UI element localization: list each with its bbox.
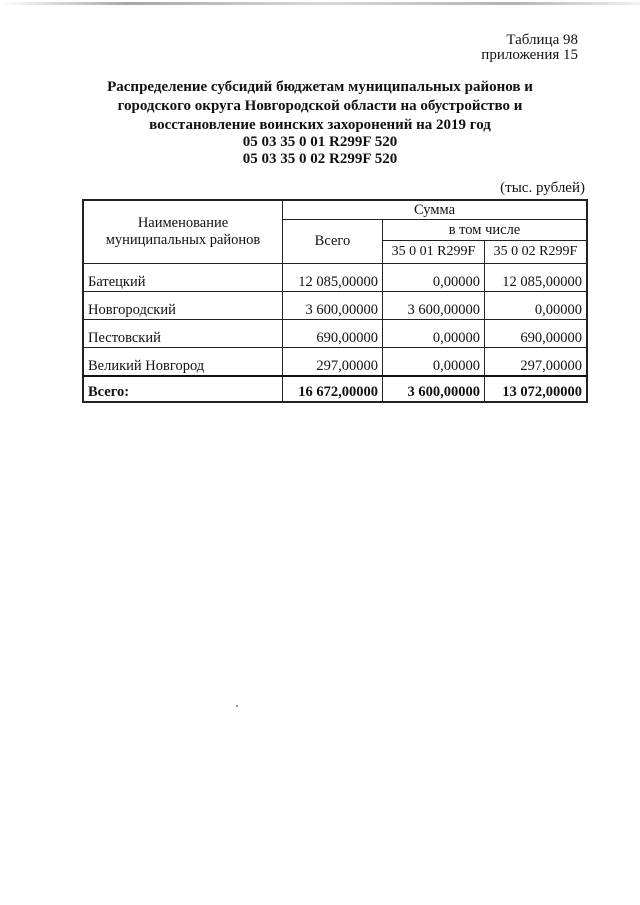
- total-label: Всего:: [83, 376, 282, 402]
- table-row: [83, 292, 587, 320]
- scan-edge-artifact: [0, 2, 640, 5]
- appendix-number: приложения 15: [481, 47, 578, 63]
- header-row-1: [83, 200, 587, 220]
- total-row: [83, 376, 587, 402]
- row-total: 690,00000: [282, 320, 382, 348]
- subsidy-table: [82, 199, 588, 403]
- title-line-3: восстановление воинских захоронений на 2019 год: [149, 117, 491, 133]
- header-municipality: Наименование муниципальных районов: [83, 200, 282, 264]
- budget-codes: [80, 134, 560, 168]
- table-row: [83, 320, 587, 348]
- row-name: Великий Новгород: [83, 348, 282, 377]
- row-value-1: 0,00000: [382, 348, 484, 377]
- row-value-2: 0,00000: [484, 292, 587, 320]
- row-total: 297,00000: [282, 348, 382, 377]
- table-reference: [481, 33, 578, 63]
- title-line-1: Распределение субсидий бюджетам муниципальных районов и: [107, 79, 533, 95]
- row-value-2: 297,00000: [484, 348, 587, 377]
- header-code-1: 35 0 01 R299F: [382, 241, 484, 264]
- header-sum: Сумма: [282, 200, 587, 220]
- scan-speck: [236, 705, 238, 707]
- row-value-1: 0,00000: [382, 320, 484, 348]
- budget-code-2: 05 03 35 0 02 R299F 520: [242, 151, 398, 167]
- row-total: 12 085,00000: [282, 264, 382, 292]
- title-line-2: городского округа Новгородской области на обустройство и: [117, 98, 523, 114]
- row-name: Новгородский: [83, 292, 282, 320]
- total-value-2: 13 072,00000: [484, 376, 587, 402]
- row-value-1: 0,00000: [382, 264, 484, 292]
- row-total: 3 600,00000: [282, 292, 382, 320]
- units-label: (тыс. рублей): [500, 180, 585, 196]
- table-row: [83, 348, 587, 377]
- document-title: [80, 78, 560, 135]
- header-total: Всего: [282, 220, 382, 264]
- total-value-1: 3 600,00000: [382, 376, 484, 402]
- row-name: Батецкий: [83, 264, 282, 292]
- row-value-1: 3 600,00000: [382, 292, 484, 320]
- table-number: Таблица 98: [506, 32, 578, 48]
- header-code-2: 35 0 02 R299F: [484, 241, 587, 264]
- total-sum: 16 672,00000: [282, 376, 382, 402]
- header-including: в том числе: [382, 220, 587, 241]
- row-value-2: 690,00000: [484, 320, 587, 348]
- row-name: Пестовский: [83, 320, 282, 348]
- table-row: [83, 264, 587, 292]
- budget-code-1: 05 03 35 0 01 R299F 520: [242, 134, 398, 150]
- row-value-2: 12 085,00000: [484, 264, 587, 292]
